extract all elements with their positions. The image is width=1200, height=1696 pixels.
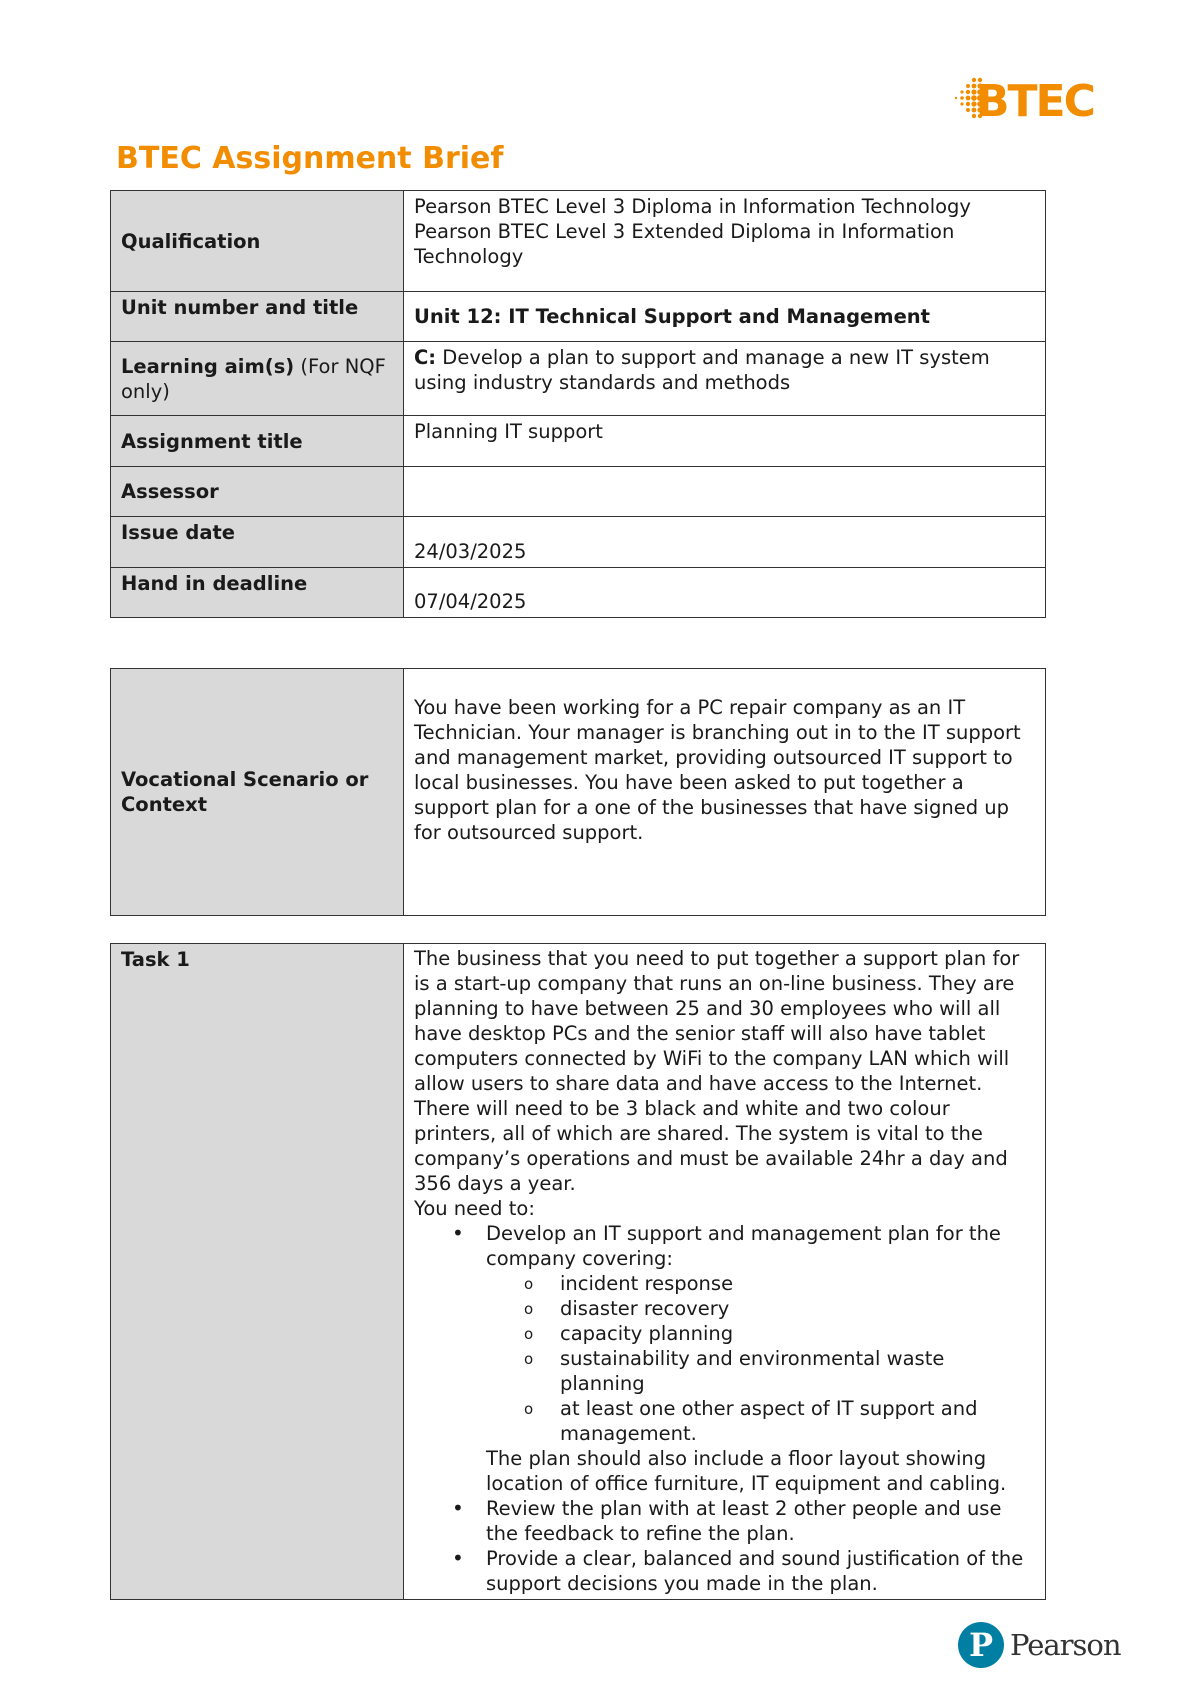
- qualification-value: [404, 191, 1046, 292]
- list-item: • Review the plan with at least 2 other people and use the feedback to refine the plan.: [486, 1496, 1035, 1546]
- assignment-title-value: Planning IT support: [404, 416, 1046, 467]
- scenario-table: [110, 668, 1046, 916]
- list-item: • Provide a clear, balanced and sound justification of the support decisions you made in the plan.: [486, 1546, 1035, 1596]
- list-item: o sustainability and environmental waste planning: [560, 1346, 1035, 1396]
- unit-value: Unit 12: IT Technical Support and Management: [414, 305, 931, 328]
- task-intro: The business that you need to put together a support plan for is a start-up company that runs an on-line business. They are planning to have between 25 and 30 employees who will all have desktop PCs and the senior staff will also have tablet computers connected by WiFi to the company LAN which will allow users to share data and have access to the Internet. There will need to be 3 black and white and two colour printers, all of which are shared. The system is vital to the company’s operations and must be available 24hr a day and 356 days a year.: [414, 947, 1020, 1195]
- pearson-logo-text: Pearson: [1010, 1628, 1121, 1662]
- learning-aim-label-bold: Learning aim(s): [121, 354, 295, 378]
- qualification-line: Pearson BTEC Level 3 Extended Diploma in Information Technology: [414, 220, 955, 268]
- btec-logo: [950, 74, 1100, 127]
- task-label: Task 1: [111, 944, 404, 1600]
- table-row: [111, 191, 1046, 292]
- learning-aim-text: Develop a plan to support and manage a new IT system using industry standards and methods: [414, 346, 990, 394]
- assessor-value: [404, 467, 1046, 517]
- bullet-text: Develop an IT support and management plan for the company covering:: [486, 1222, 1001, 1270]
- pearson-p-icon: P: [958, 1622, 1004, 1668]
- page-title: BTEC Assignment Brief: [116, 141, 504, 176]
- deadline-label: Hand in deadline: [111, 568, 404, 618]
- table-row: [111, 416, 1046, 467]
- plan-note: The plan should also include a floor layout showing location of office furniture, IT equipment and cabling.: [486, 1447, 1007, 1495]
- assignment-details-table: [110, 190, 1046, 618]
- list-item: [486, 1221, 1035, 1446]
- issue-date-value: 24/03/2025: [404, 517, 1046, 568]
- unit-value-cell: [404, 292, 1046, 342]
- table-row: [111, 669, 1046, 916]
- list-item: o at least one other aspect of IT support and management.: [560, 1396, 1035, 1446]
- task-description: [404, 944, 1046, 1600]
- learning-aim-label: [111, 342, 404, 416]
- learning-aim-label-note: (For NQF only): [121, 354, 386, 403]
- list-item: o capacity planning: [560, 1321, 1035, 1346]
- task-you-need: You need to:: [414, 1197, 535, 1220]
- qualification-line: Pearson BTEC Level 3 Diploma in Information Technology: [414, 195, 971, 218]
- assignment-title-label: Assignment title: [111, 416, 404, 467]
- table-row: [111, 944, 1046, 1600]
- scenario-text: You have been working for a PC repair company as an IT Technician. Your manager is branching out in to the IT support and management market, providing outsourced IT support to local businesses. You have been asked to put together a support plan for a one of the businesses that have signed up for outsourced support.: [404, 669, 1046, 916]
- task-table: [110, 943, 1046, 1600]
- scenario-label: Vocational Scenario or Context: [111, 669, 404, 916]
- btec-logo-text: BTEC: [976, 76, 1094, 127]
- table-row: [111, 517, 1046, 568]
- task-bullets: [414, 1496, 1035, 1596]
- plan-coverage-list: [486, 1271, 1035, 1446]
- learning-aim-prefix: C:: [414, 346, 437, 369]
- pearson-logo: [958, 1622, 1121, 1672]
- task-bullets: [414, 1221, 1035, 1446]
- table-row: [111, 467, 1046, 517]
- list-item: o disaster recovery: [560, 1296, 1035, 1321]
- list-item: o incident response: [560, 1271, 1035, 1296]
- issue-date-label: Issue date: [111, 517, 404, 568]
- table-row: [111, 292, 1046, 342]
- qualification-label: Qualification: [111, 191, 404, 292]
- table-row: [111, 342, 1046, 416]
- assessor-label: Assessor: [111, 467, 404, 517]
- learning-aim-value: [404, 342, 1046, 416]
- table-row: [111, 568, 1046, 618]
- deadline-value: 07/04/2025: [404, 568, 1046, 618]
- unit-label: Unit number and title: [111, 292, 404, 342]
